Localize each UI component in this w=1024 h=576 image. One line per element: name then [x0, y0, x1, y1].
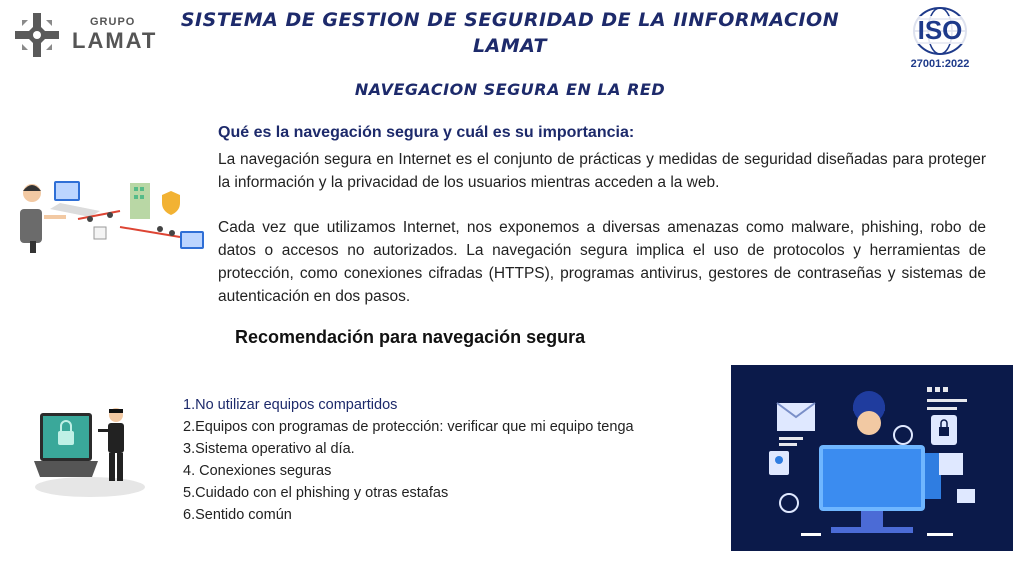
recommendations-heading: Recomendación para navegación segura [235, 327, 586, 347]
cross-logo-icon [12, 10, 62, 60]
intro-paragraph-1: La navegación segura en Internet es el conjunto de prácticas y medidas de seguridad diseñadas para proteger la información y la privacidad de los usuarios mientras acceden a la web. [218, 151, 986, 191]
list-item: 6.Sentido común [183, 507, 292, 523]
list-item: 3.Sistema operativo al día. [183, 441, 355, 457]
iso-standard: 27001:2022 [910, 58, 970, 70]
list-item: 5.Cuidado con el phishing y otras estafas [183, 485, 449, 501]
page-title-line2: LAMAT [472, 35, 548, 57]
logo-name-text: LAMAT [72, 28, 158, 53]
network-illustration [10, 175, 210, 265]
iso-badge [900, 6, 980, 72]
intro-heading: Qué es la navegación segura y cuál es su importancia: [218, 124, 635, 141]
intro-paragraph-2: Cada vez que utilizamos Internet, nos exponemos a diversas amenazas como malware, phishing, robo de datos o accesos no autorizados. La navegación segura implica el uso de protocolos y herramientas de protección, como conexiones cifradas (HTTPS), programas antivirus, gestores de contraseñas y sistemas de autenticación en dos pasos. [218, 219, 986, 305]
cyber-security-illustration [731, 365, 1013, 551]
hacker-laptop-illustration [30, 395, 150, 505]
list-item: 1.No utilizar equipos compartidos [183, 397, 398, 413]
company-logo [12, 8, 172, 62]
list-item: 4. Conexiones seguras [183, 463, 332, 479]
logo-group-text: GRUPO [90, 16, 136, 28]
page-title: SISTEMA DE GESTION DE SEGURIDAD DE LA IINFORMACION [180, 9, 840, 31]
recommendations-list [183, 394, 634, 526]
list-item: 2.Equipos con programas de protección: verificar que mi equipo tenga [183, 419, 634, 435]
iso-mark: ISO [908, 16, 972, 44]
page-subtitle: NAVEGACION SEGURA EN LA RED [354, 80, 666, 99]
